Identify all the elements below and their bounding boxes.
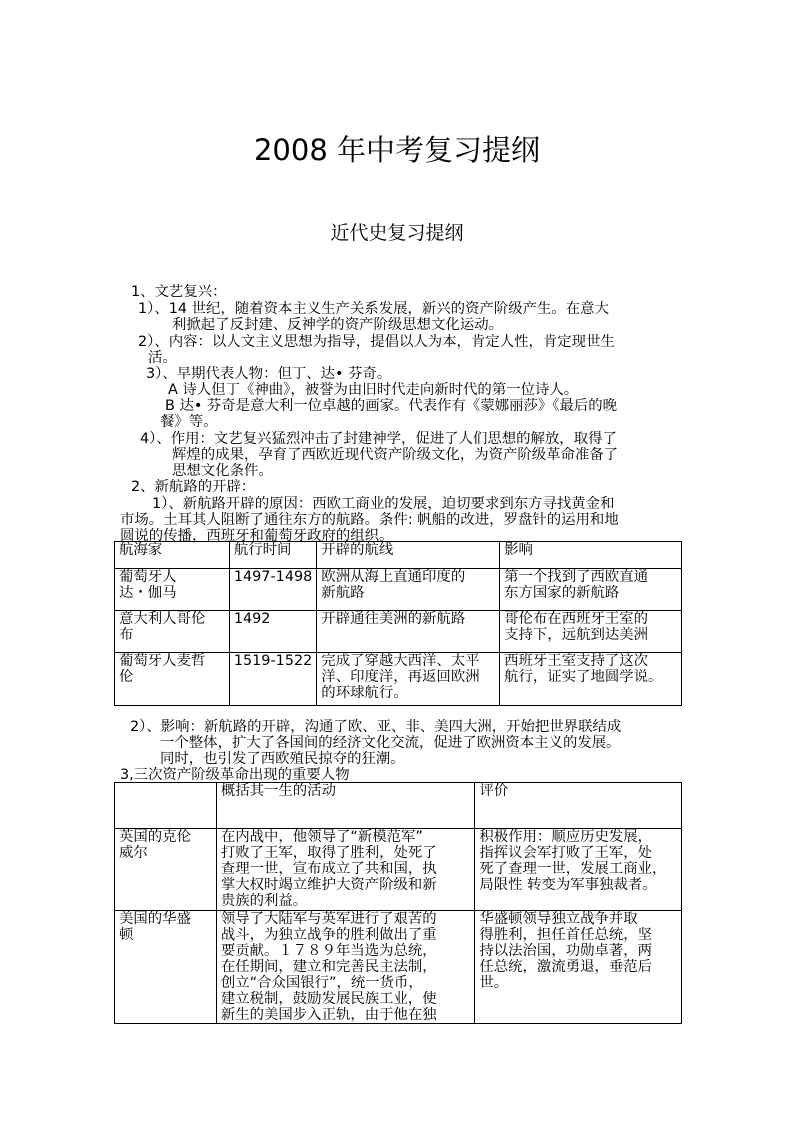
cell-line: 创立“合众国银行”，统一货币， bbox=[220, 975, 423, 991]
cell-line: 世。 bbox=[479, 975, 509, 991]
s1-para-3: 3）、早期代表人物：但丁、达• 芬奇。 bbox=[146, 366, 392, 382]
s1-para-3-b: B 达• 芬奇是意大利一位卓越的画家。代表作有《蒙娜丽莎》《最后的晚 bbox=[165, 398, 618, 414]
cell-person bbox=[115, 911, 217, 1024]
cell-line: 贵族的利益。 bbox=[220, 893, 308, 909]
cell-line: 洋、印度洋，再返回欧洲 bbox=[321, 669, 480, 685]
cell-line: 顿 bbox=[119, 927, 134, 943]
cell-line: 哥伦布在西班牙王室的 bbox=[504, 611, 649, 627]
cell-impact bbox=[500, 653, 682, 706]
cell-line: 新生的美国步入正轨，由于他在独 bbox=[220, 1007, 437, 1023]
document-subtitle: 近代史复习提纲 bbox=[330, 222, 464, 244]
cell-line: 华盛顿领导独立战争并取 bbox=[479, 911, 638, 927]
cell-line: 任总统，激流勇退，垂范后 bbox=[479, 959, 653, 975]
s1-para-1: 1）、14 世纪，随着资本主义生产关系发展，新兴的资产阶级产生。在意大 bbox=[138, 301, 609, 317]
cell-line: 持以法治国，功勋卓著，两 bbox=[479, 943, 653, 959]
cell-line: 在内战中，他领导了“新模范军” bbox=[220, 829, 423, 845]
cell-line: 欧洲从海上直通印度的 bbox=[321, 569, 466, 585]
document-title: 2008 年中考复习提纲 bbox=[253, 133, 541, 167]
table-header-row bbox=[115, 783, 682, 829]
cell-line: 威尔 bbox=[119, 845, 148, 861]
s2-para-1: 1）、新航路开辟的原因：西欧工商业的发展，迫切要求到东方寻找黄金和 bbox=[152, 496, 615, 512]
header-route: 开辟的航线 bbox=[317, 542, 500, 569]
cell-route bbox=[317, 569, 500, 611]
cell-impact bbox=[500, 569, 682, 611]
revolution-figures-table bbox=[114, 782, 682, 1024]
cell-line: 领导了大陆军与英军进行了艰苦的 bbox=[220, 911, 437, 927]
table-row bbox=[115, 653, 682, 706]
cell-line: 掌大权时竭立维护大资产阶级和新 bbox=[220, 877, 437, 893]
s1-para-1-cont: 利掀起了反封建、反神学的资产阶级思想文化运动。 bbox=[172, 317, 503, 333]
cell-line: 的环球航行。 bbox=[321, 685, 408, 701]
header-navigator: 航海家 bbox=[115, 542, 230, 569]
cell-line: 开辟通往美洲的新航路 bbox=[321, 611, 466, 627]
table-row bbox=[115, 829, 682, 911]
cell-line: 航行，证实了地圆学说。 bbox=[504, 669, 663, 685]
s2-para-2-cont: 一个整体，扩大了各国间的经济文化交流，促进了欧洲资本主义的发展。 bbox=[160, 735, 621, 751]
table-row bbox=[115, 611, 682, 653]
cell-line: 要贡献。１７８９年当选为总统， bbox=[220, 943, 437, 959]
cell-line: 积极作用：顺应历史发展， bbox=[479, 829, 653, 845]
s1-para-2-cont: 活。 bbox=[148, 350, 177, 366]
cell-activity bbox=[216, 911, 475, 1024]
cell-evaluation bbox=[475, 829, 682, 911]
header-evaluation: 评价 bbox=[475, 783, 682, 829]
cell-line: 意大利人哥伦 bbox=[119, 611, 206, 627]
cell-line: 打败了王军，取得了胜利，处死了 bbox=[220, 845, 437, 861]
cell-line: 英国的克伦 bbox=[119, 829, 191, 845]
s1-para-2: 2）、内容：以人文主义思想为指导，提倡以人为本，肯定人性，肯定现世生 bbox=[138, 334, 615, 350]
cell-navigator bbox=[115, 569, 230, 611]
cell-line: 西班牙王室支持了这次 bbox=[504, 653, 649, 669]
header-person bbox=[115, 783, 217, 829]
cell-line: 指挥议会军打败了王军，处 bbox=[479, 845, 653, 861]
cell-line: 得胜利，担任首任总统，坚 bbox=[479, 927, 653, 943]
cell-time: 1497-1498 bbox=[229, 569, 316, 611]
cell-navigator bbox=[115, 611, 230, 653]
s2-para-1-cont: 市场。土耳其人阻断了通往东方的航路。条件: 帆船的改进，罗盘针的运用和地 bbox=[120, 512, 619, 528]
table-row bbox=[115, 911, 682, 1024]
cell-line: 完成了穿越大西洋、太平 bbox=[321, 653, 480, 669]
cell-line: 查理一世，宣布成立了共和国，执 bbox=[220, 861, 437, 877]
header-time: 航行时间 bbox=[229, 542, 316, 569]
cell-impact bbox=[500, 611, 682, 653]
s2-para-1-cont2: 圆说的传播，西班牙和葡萄牙政府的组织。 bbox=[120, 528, 394, 544]
cell-line: 美国的华盛 bbox=[119, 911, 191, 927]
cell-line: 战斗，为独立战争的胜利做出了重 bbox=[220, 927, 437, 943]
section-2-heading: 2、新航路的开辟： bbox=[131, 479, 256, 495]
cell-line: 局限性 转变为军事独裁者。 bbox=[479, 877, 657, 893]
cell-line: 达・伽马 bbox=[119, 585, 177, 601]
cell-person bbox=[115, 829, 217, 911]
cell-line: 第一个找到了西欧直通 bbox=[504, 569, 649, 585]
voyages-table bbox=[114, 541, 682, 706]
s1-para-4-cont2: 思想文化条件。 bbox=[172, 463, 273, 479]
cell-line: 葡萄牙人麦哲 bbox=[119, 653, 206, 669]
table-header-row bbox=[115, 542, 682, 569]
cell-evaluation bbox=[475, 911, 682, 1024]
cell-line: 新航路 bbox=[321, 585, 365, 601]
cell-line: 伦 bbox=[119, 669, 134, 685]
s1-para-4-cont: 辉煌的成果，孕育了西欧近现代资产阶级文化，为资产阶级革命准备了 bbox=[172, 447, 619, 463]
cell-line: 葡萄牙人 bbox=[119, 569, 177, 585]
cell-line: 东方国家的新航路 bbox=[504, 585, 620, 601]
s1-para-3-b-cont: 餐》等。 bbox=[160, 414, 218, 430]
header-activity: 概括其一生的活动 bbox=[216, 783, 475, 829]
s2-para-2-cont2: 同时，也引发了西欧殖民掠夺的狂潮。 bbox=[160, 751, 405, 767]
cell-line: 布 bbox=[119, 627, 134, 643]
cell-time: 1519-1522 bbox=[229, 653, 316, 706]
table-row bbox=[115, 569, 682, 611]
cell-line: 死了查理一世，发展工商业， bbox=[479, 861, 667, 877]
section-3-heading: 3,三次资产阶级革命出现的重要人物 bbox=[120, 767, 350, 783]
cell-line: 建立税制，鼓励发展民族工业，使 bbox=[220, 991, 437, 1007]
cell-route bbox=[317, 611, 500, 653]
s1-para-3-a: A 诗人但丁《神曲》，被誉为由旧时代走向新时代的第一位诗人。 bbox=[168, 382, 579, 398]
cell-line: 支持下，远航到达美洲 bbox=[504, 627, 649, 643]
header-impact: 影响 bbox=[500, 542, 682, 569]
cell-activity bbox=[216, 829, 475, 911]
cell-time: 1492 bbox=[229, 611, 316, 653]
s2-para-2: 2）、影响：新航路的开辟，沟通了欧、亚、非、美四大洲，开始把世界联结成 bbox=[130, 719, 622, 735]
cell-navigator bbox=[115, 653, 230, 706]
cell-route bbox=[317, 653, 500, 706]
s1-para-4: 4）、作用：文艺复兴猛烈冲击了封建神学，促进了人们思想的解放，取得了 bbox=[140, 431, 617, 447]
section-1-heading: 1、文艺复兴： bbox=[131, 284, 227, 300]
cell-line: 在任期间，建立和完善民主法制， bbox=[220, 959, 437, 975]
